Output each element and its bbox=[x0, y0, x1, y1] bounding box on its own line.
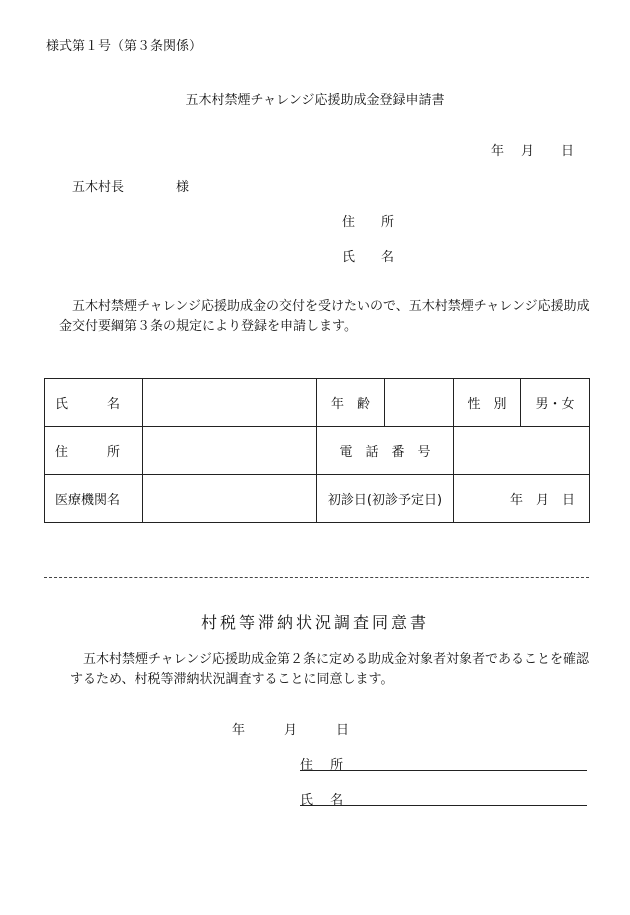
consent-name-line[interactable] bbox=[300, 805, 587, 806]
first-visit-date-field[interactable]: 年 月 日 bbox=[454, 475, 590, 523]
table-row bbox=[45, 379, 590, 427]
consent-address-line[interactable] bbox=[300, 770, 587, 771]
name-field[interactable] bbox=[143, 379, 317, 427]
consent-name-label: 氏 名 bbox=[300, 793, 344, 808]
applicant-address-label: 住 所 bbox=[342, 215, 395, 230]
address-label-cell: 住 所 bbox=[45, 427, 143, 475]
addressee-honorific: 様 bbox=[176, 180, 190, 195]
first-visit-label-cell: 初診日(初診予定日) bbox=[317, 475, 454, 523]
addressee bbox=[72, 176, 189, 195]
applicant-name-label: 氏 名 bbox=[342, 250, 395, 265]
application-table bbox=[44, 378, 590, 523]
application-date bbox=[491, 140, 574, 159]
date-month-label: 月 bbox=[521, 144, 535, 159]
age-label-cell: 年 齢 bbox=[317, 379, 385, 427]
consent-title: 村税等滞納状況調査同意書 bbox=[200, 613, 429, 632]
medical-field[interactable] bbox=[143, 475, 317, 523]
consent-date: 年 月 日 bbox=[232, 723, 350, 738]
address-field[interactable] bbox=[143, 427, 317, 475]
date-day-label: 日 bbox=[561, 144, 575, 159]
table-row bbox=[45, 427, 590, 475]
addressee-name: 五木村長 bbox=[72, 180, 125, 195]
phone-label-cell: 電 話 番 号 bbox=[317, 427, 454, 475]
request-text: 五木村禁煙チャレンジ応援助成金の交付を受けたいので、五木村禁煙チャレンジ応援助成金交付要綱第３条の規定により登録を申請します。 bbox=[59, 299, 590, 334]
consent-address-label: 住 所 bbox=[300, 758, 344, 773]
age-field[interactable] bbox=[385, 379, 454, 427]
name-label-cell: 氏 名 bbox=[45, 379, 143, 427]
document-title: 五木村禁煙チャレンジ応援助成金登録申請書 bbox=[185, 93, 445, 108]
sex-label-cell: 性 別 bbox=[454, 379, 521, 427]
cut-line bbox=[44, 577, 589, 578]
phone-field[interactable] bbox=[454, 427, 590, 475]
sex-options[interactable]: 男・女 bbox=[521, 379, 590, 427]
form-number: 様式第１号（第３条関係） bbox=[46, 39, 203, 54]
table-row bbox=[45, 475, 590, 523]
consent-text: 五木村禁煙チャレンジ応援助成金第２条に定める助成金対象者対象者であることを確認するため、村税等滞納状況調査することに同意します。 bbox=[70, 652, 589, 687]
date-year-label: 年 bbox=[491, 144, 505, 159]
medical-label-cell: 医療機関名 bbox=[45, 475, 143, 523]
